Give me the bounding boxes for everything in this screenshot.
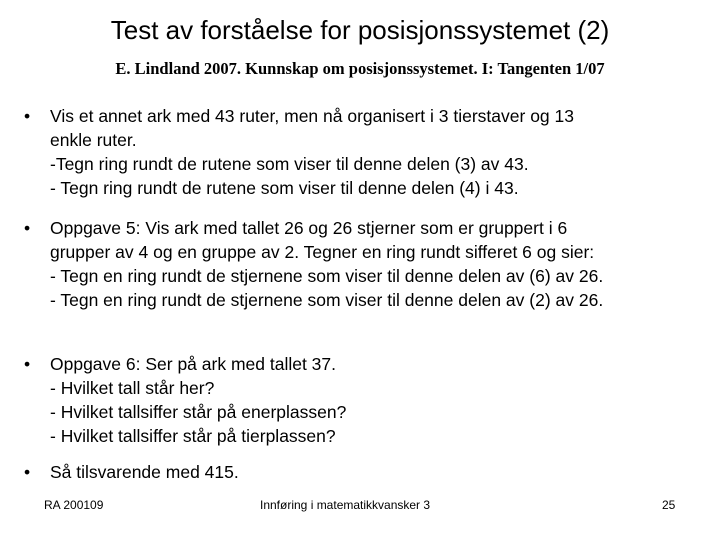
bullet-symbol: • [24, 462, 31, 482]
bullet-1-line-3: -Tegn ring rundt de rutene som viser til denne delen (3) av 43. [50, 154, 529, 174]
bullet-3-line-2: - Hvilket tall står her? [50, 378, 215, 398]
slide-subtitle-reference: E. Lindland 2007. Kunnskap om posisjonssystemet. I: Tangenten 1/07 [115, 59, 605, 78]
bullet-4-line-1: Så tilsvarende med 415. [50, 462, 239, 482]
bullet-symbol: • [24, 354, 31, 374]
footer-date-code: RA 200109 [44, 498, 104, 512]
bullet-1-line-4: - Tegn ring rundt de rutene som viser til denne delen (4) i 43. [50, 178, 519, 198]
bullet-symbol: • [24, 218, 31, 238]
bullet-2-line-1: Oppgave 5: Vis ark med tallet 26 og 26 stjerner som er gruppert i 6 [50, 218, 568, 238]
bullet-3-line-3: - Hvilket tallsiffer står på enerplassen? [50, 402, 347, 422]
footer-page-number: 25 [662, 498, 676, 512]
bullet-2-line-4: - Tegn en ring rundt de stjernene som viser til denne delen av (2) av 26. [50, 290, 604, 310]
bullet-1-line-1: Vis et annet ark med 43 ruter, men nå organisert i 3 tierstaver og 13 [50, 106, 574, 126]
bullet-symbol: • [24, 106, 31, 126]
footer-course-title: Innføring i matematikkvansker 3 [260, 498, 431, 512]
bullet-3-line-4: - Hvilket tallsiffer står på tierplassen? [50, 426, 336, 446]
bullet-2-line-2: grupper av 4 og en gruppe av 2. Tegner en ring rundt sifferet 6 og sier: [50, 242, 595, 262]
bullet-2-line-3: - Tegn en ring rundt de stjernene som viser til denne delen av (6) av 26. [50, 266, 604, 286]
bullet-3-line-1: Oppgave 6: Ser på ark med tallet 37. [50, 354, 336, 374]
bullet-1-line-2: enkle ruter. [50, 130, 137, 150]
slide-title: Test av forståelse for posisjonssystemet (2) [110, 15, 610, 45]
